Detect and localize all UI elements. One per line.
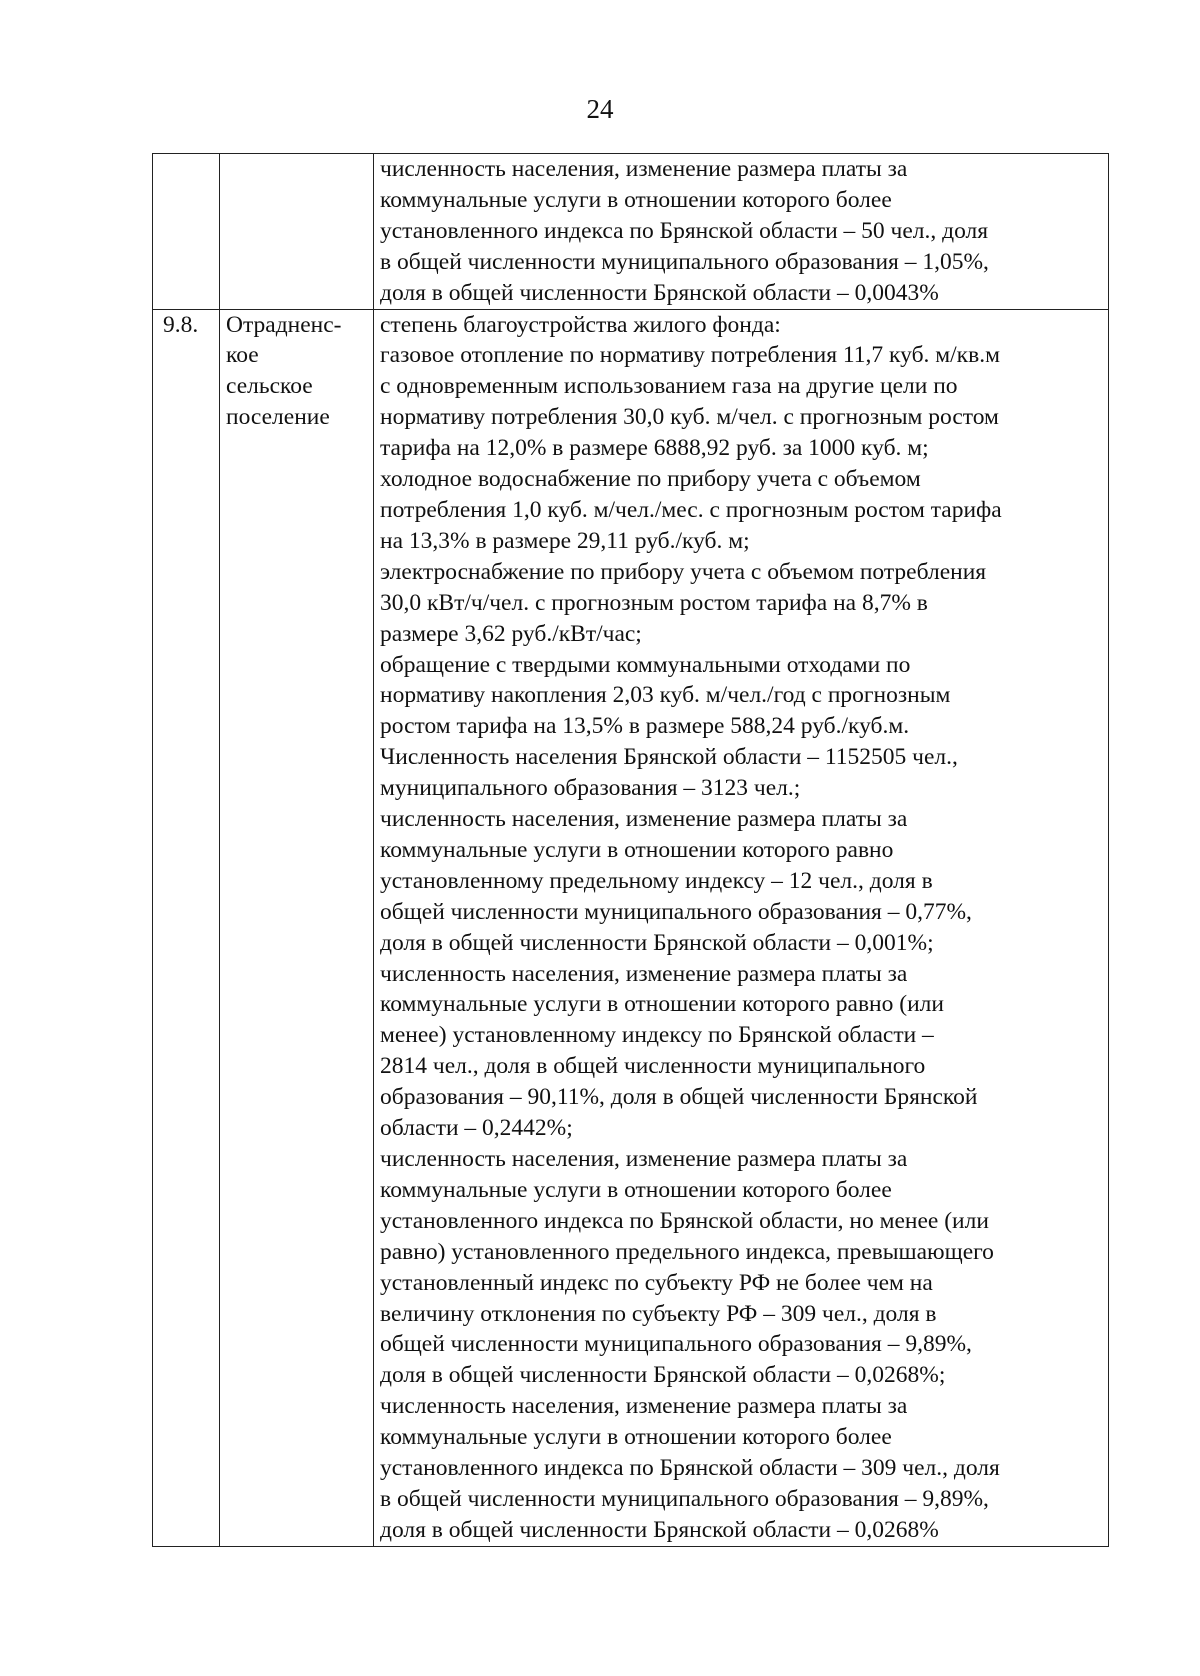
description-line: установленный индекс по субъекту РФ не более чем на: [380, 1269, 933, 1296]
description-line: образования – 90,11%, доля в общей численности Брянской: [380, 1084, 978, 1111]
description-line: нормативу потребления 30,0 куб. м/чел. с прогнозным ростом: [380, 404, 999, 431]
description-line: 30,0 кВт/ч/чел. с прогнозным ростом тарифа на 8,7% в: [380, 589, 928, 616]
description-line: тарифа на 12,0% в размере 6888,92 руб. за 1000 куб. м;: [380, 435, 929, 462]
description-line: величину отклонения по субъекту РФ – 309 чел., доля в: [380, 1300, 937, 1327]
document-table: [152, 153, 1109, 1547]
description-line: коммунальные услуги в отношении которого равно (или: [380, 991, 944, 1018]
description-line: установленного индекса по Брянской области – 50 чел., доля: [380, 217, 989, 244]
table-row: [153, 309, 1109, 1546]
description-line: численность населения, изменение размера платы за: [380, 1146, 908, 1172]
description-line: потребления 1,0 куб. м/чел./мес. с прогнозным ростом тарифа: [380, 496, 1002, 523]
description-line: коммунальные услуги в отношении которого более: [380, 186, 892, 213]
municipality-name-line: кое: [226, 342, 259, 369]
municipality-name-line: поселение: [226, 404, 330, 431]
description-line: установленного индекса по Брянской области – 309 чел., доля: [380, 1455, 1000, 1482]
description-line: численность населения, изменение размера платы за: [380, 1393, 908, 1420]
description-line: электроснабжение по прибору учета с объемом потребления: [380, 558, 987, 585]
description-line: нормативу накопления 2,03 куб. м/чел./год с прогнозным: [380, 682, 951, 709]
description-cell: [374, 154, 1109, 310]
description-line: коммунальные услуги в отношении которого более: [380, 1176, 892, 1203]
description-line: в общей численности муниципального образования – 1,05%,: [380, 248, 989, 275]
description-line: коммунальные услуги в отношении которого более: [380, 1424, 892, 1451]
row-number-cell: [153, 154, 220, 310]
table-body: [153, 154, 1109, 1547]
description-line: менее) установленному индексу по Брянской области –: [380, 1022, 934, 1049]
description-line: общей численности муниципального образования – 0,77%,: [380, 898, 972, 925]
description-line: холодное водоснабжение по прибору учета с объемом: [380, 466, 921, 493]
description-line: на 13,3% в размере 29,11 руб./куб. м;: [380, 527, 750, 554]
municipality-name-line: сельское: [226, 373, 313, 400]
description-line: муниципального образования – 3123 чел.;: [380, 775, 801, 802]
description-line: степень благоустройства жилого фонда:: [380, 311, 781, 338]
description-line: численность населения, изменение размера платы за: [380, 960, 908, 987]
description-line: численность населения, изменение размера платы за: [380, 156, 908, 182]
description-line: размере 3,62 руб./кВт/час;: [380, 620, 642, 647]
description-line: 2814 чел., доля в общей численности муниципального: [380, 1053, 926, 1080]
description-line: доля в общей численности Брянской области – 0,0268%;: [380, 1362, 946, 1389]
row-number: 9.8.: [163, 311, 199, 338]
description-line: Численность населения Брянской области – 1152505 чел.,: [380, 744, 958, 771]
description-line: общей численности муниципального образования – 9,89%,: [380, 1331, 972, 1358]
page-number: 24: [586, 94, 614, 124]
description-line: доля в общей численности Брянской области – 0,001%;: [380, 929, 934, 956]
municipality-name-cell: [220, 154, 374, 310]
row-number-cell: [153, 309, 220, 1546]
description-line: численность населения, изменение размера платы за: [380, 806, 908, 833]
table-row: [153, 154, 1109, 310]
description-line: газовое отопление по нормативу потребления 11,7 куб. м/кв.м: [380, 342, 1000, 369]
description-line: в общей численности муниципального образования – 9,89%,: [380, 1485, 989, 1512]
description-line: с одновременным использованием газа на другие цели по: [380, 373, 958, 400]
description-line: установленному предельному индексу – 12 чел., доля в: [380, 867, 933, 894]
description-line: ростом тарифа на 13,5% в размере 588,24 руб./куб.м.: [380, 713, 910, 740]
description-line: области – 0,2442%;: [380, 1115, 573, 1142]
description-line: коммунальные услуги в отношении которого равно: [380, 836, 894, 863]
description-line: установленного индекса по Брянской области, но менее (или: [380, 1207, 989, 1234]
description-line: равно) установленного предельного индекса, превышающего: [380, 1238, 994, 1265]
municipality-name-cell: [220, 309, 374, 1546]
municipality-name-line: Отрадненс-: [226, 311, 342, 338]
description-cell: [374, 309, 1109, 1546]
description-line: доля в общей численности Брянской области – 0,0043%: [380, 279, 939, 306]
description-line: доля в общей численности Брянской области – 0,0268%: [380, 1516, 939, 1543]
description-line: обращение с твердыми коммунальными отходами по: [380, 651, 911, 678]
